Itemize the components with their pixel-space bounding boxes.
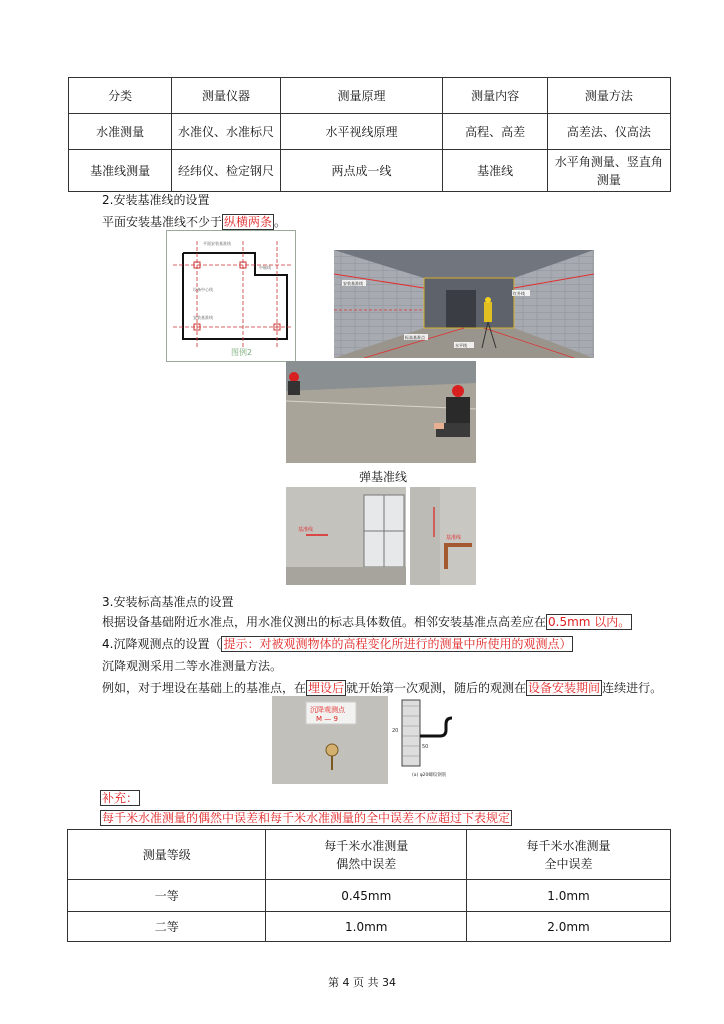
section4-line1: 沉降观测采用二等水准测量方法。 — [102, 659, 283, 673]
th-level: 测量等级 — [68, 830, 266, 880]
dim-label: 20 — [392, 728, 399, 734]
cell: 基准线测量 — [69, 150, 172, 192]
cell: 水平视线原理 — [280, 114, 443, 150]
baseline-plan-drawing — [166, 230, 296, 362]
wall-marker-photo-left — [286, 487, 406, 585]
th-total-error: 每千米水准测量 全中误差 — [467, 830, 671, 880]
wall-marker-photo-right — [410, 487, 476, 585]
th-content: 测量内容 — [443, 78, 547, 114]
cell: 0.45mm — [266, 880, 467, 912]
error-table — [67, 829, 671, 942]
th-accidental-error: 每千米水准测量 偶然中误差 — [266, 830, 467, 880]
settlement-point-photo — [272, 696, 388, 784]
cell: 高差法、仪高法 — [547, 114, 670, 150]
section4-line2: 例如，对于埋设在基础上的基准点，在 埋设后 就开始第一次观测，随后的观测在 设备安装期间 连续进行。 — [102, 681, 663, 695]
supplement-label: 补充： — [102, 791, 139, 805]
marker-label: 基准线 — [446, 535, 462, 541]
cell: 一等 — [68, 880, 266, 912]
corridor-label: 水平线 — [455, 343, 467, 348]
highlight-install-period: 设备安装期间 — [528, 681, 601, 695]
cell: 两点成一线 — [280, 150, 443, 192]
cell: 水平角测量、竖直角测量 — [547, 150, 670, 192]
section3-text: 根据设备基础附近水准点，用水准仪测出的标志具体数值。相邻安装基准点高差应在 0.5mm 以内。 — [102, 615, 631, 629]
highlight-tolerance: 0.5mm 以内。 — [548, 615, 631, 629]
section2-text: 平面安装基准线不少于 纵横两条 。 — [102, 215, 287, 229]
supplement-text: 每千米水准测量的偶然中误差和每千米水准测量的全中误差不应超过下表规定 — [102, 811, 511, 825]
th-category: 分类 — [69, 78, 172, 114]
worker-chalk-line-photo — [286, 361, 476, 463]
settlement-marker-diagram — [392, 696, 468, 782]
section2-title: 2.安装基准线的设置 — [102, 193, 210, 207]
measurement-table — [68, 77, 671, 192]
cell: 2.0mm — [467, 912, 671, 942]
cell: 水准仪、水准标尺 — [172, 114, 280, 150]
dim-label: 50 — [422, 744, 429, 750]
cell: 经纬仪、检定钢尺 — [172, 150, 280, 192]
plan-note: 中轴线 — [259, 265, 271, 270]
page-footer: 第 4 页 共 34 — [328, 976, 396, 989]
th-instrument: 测量仪器 — [172, 78, 280, 114]
corridor-rendering — [334, 250, 594, 358]
corridor-label: 标高基准点 — [405, 335, 425, 340]
plan-note: 平面安装基准线 — [203, 241, 231, 246]
cell: 水准测量 — [69, 114, 172, 150]
th-principle: 测量原理 — [280, 78, 443, 114]
cell: 基准线 — [443, 150, 547, 192]
diagram-caption: (a) φ20螺纹钢筋 — [412, 773, 447, 778]
cell: 高程、高差 — [443, 114, 547, 150]
highlight-after-burying: 埋设后 — [308, 681, 345, 695]
highlight-two-lines: 纵横两条 — [224, 215, 273, 229]
corridor-label: 红外线 — [513, 291, 525, 296]
plan-note: 设备中心线 — [193, 287, 213, 292]
section3-title: 3.安装标高基准点的设置 — [102, 595, 234, 609]
cell: 二等 — [68, 912, 266, 942]
corridor-label: 安装基准线 — [343, 281, 363, 286]
cell: 1.0mm — [467, 880, 671, 912]
marker-label: 基准线 — [298, 527, 314, 533]
plan-label: 图例2 — [231, 348, 253, 357]
section4-title: 4.沉降观测点的设置（ 提示：对被观测物体的高程变化所进行的测量中所使用的观测点） — [102, 637, 572, 651]
plan-note: 安装基准线 — [193, 315, 213, 320]
caption-snap-baseline: 弹基准线 — [359, 470, 408, 484]
sign-title: 沉降观测点 — [310, 706, 345, 714]
hint-box: 提示：对被观测物体的高程变化所进行的测量中所使用的观测点） — [223, 637, 572, 651]
sign-code: M — 9 — [316, 715, 338, 723]
cell: 1.0mm — [266, 912, 467, 942]
th-method: 测量方法 — [547, 78, 670, 114]
